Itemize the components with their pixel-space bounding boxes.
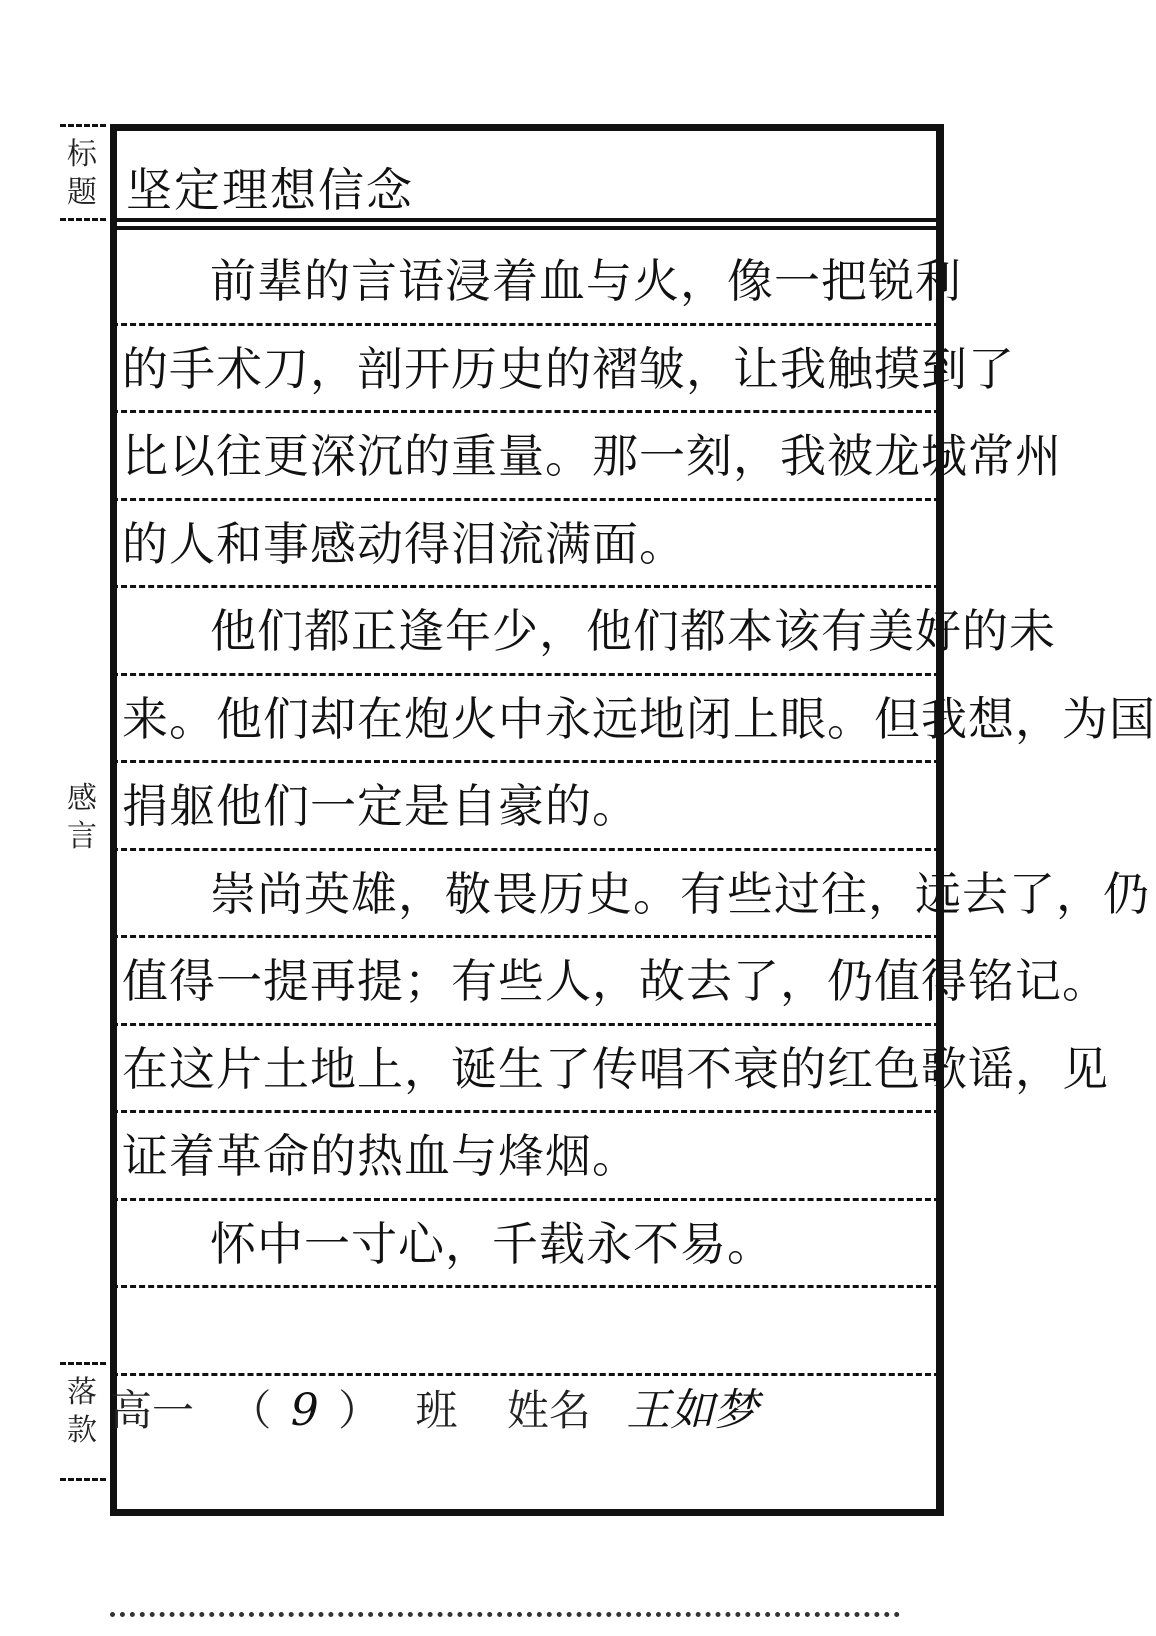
essay-line [122, 1294, 930, 1368]
essay-title: 坚定理想信念 [126, 163, 414, 217]
grade-text: 高一 [110, 1386, 195, 1435]
dashed-rule [112, 673, 940, 676]
dashed-rule [112, 1110, 940, 1113]
name-label: 姓名 [506, 1386, 591, 1435]
title-rule-lower [112, 226, 940, 230]
title-label-bottom-divider [60, 218, 106, 221]
essay-line: 的手术刀，剖开历史的褶皱，让我触摸到了 [122, 341, 1015, 396]
title-row [126, 154, 926, 224]
essay-line: 怀中一寸心，千载永不易。 [210, 1216, 774, 1271]
dashed-rule [112, 498, 940, 501]
signature-label-top-divider [60, 1362, 106, 1365]
writing-area [112, 126, 1156, 1514]
dashed-rule [112, 323, 940, 326]
essay-line: 前辈的言语浸着血与火，像一把锐利 [210, 254, 962, 308]
dashed-rule [112, 1285, 940, 1288]
essay-line: 比以往更深沉的重量。那一刻，我被龙城常州 [122, 429, 1062, 483]
dashed-rule [112, 760, 940, 763]
class-close-paren: ） [338, 1386, 381, 1435]
signature-label [62, 1374, 102, 1450]
dashed-rule [112, 585, 940, 588]
essay-line: 证着革命的热血与烽烟。 [122, 1129, 639, 1183]
thoughts-label-char-1: 感 [67, 781, 97, 816]
dashed-rule [112, 410, 940, 413]
essay-line: 捐躯他们一定是自豪的。 [122, 779, 639, 833]
essay-line: 值得一提再提；有些人，故去了，仍值得铭记。 [122, 954, 1109, 1008]
title-rule-upper [112, 218, 940, 222]
dashed-rule [112, 1198, 940, 1201]
dashed-rule [112, 1023, 940, 1026]
class-number: 9 [290, 1385, 319, 1436]
thoughts-label [62, 780, 102, 856]
signature-label-char-2: 款 [67, 1413, 97, 1448]
class-word: 班 [415, 1386, 458, 1435]
essay-line: 他们都正逢年少，他们都本该有美好的未 [210, 604, 1056, 658]
thoughts-label-char-2: 言 [67, 819, 97, 854]
signature-label-char-1: 落 [67, 1375, 97, 1410]
signature-row [110, 1376, 810, 1446]
class-open-paren: （ [229, 1386, 272, 1435]
title-label-char-1: 标 [67, 137, 97, 172]
bottom-edge-marks [110, 1612, 900, 1617]
essay-line: 来。他们却在炮火中永远地闭上眼。但我想，为国 [122, 691, 1156, 746]
essay-line: 的人和事感动得泪流满面。 [122, 516, 686, 571]
dashed-rule [112, 848, 940, 851]
signature-label-bottom-divider [60, 1478, 106, 1481]
title-label-top-divider [60, 124, 106, 127]
title-label-char-2: 题 [67, 175, 97, 210]
student-name: 王如梦 [626, 1385, 759, 1436]
essay-line: 在这片土地上，诞生了传唱不衰的红色歌谣，见 [122, 1041, 1109, 1096]
essay-line: 崇尚英雄，敬畏历史。有些过往，远去了，仍 [210, 866, 1150, 921]
dashed-rule [112, 935, 940, 938]
title-label [62, 136, 102, 212]
